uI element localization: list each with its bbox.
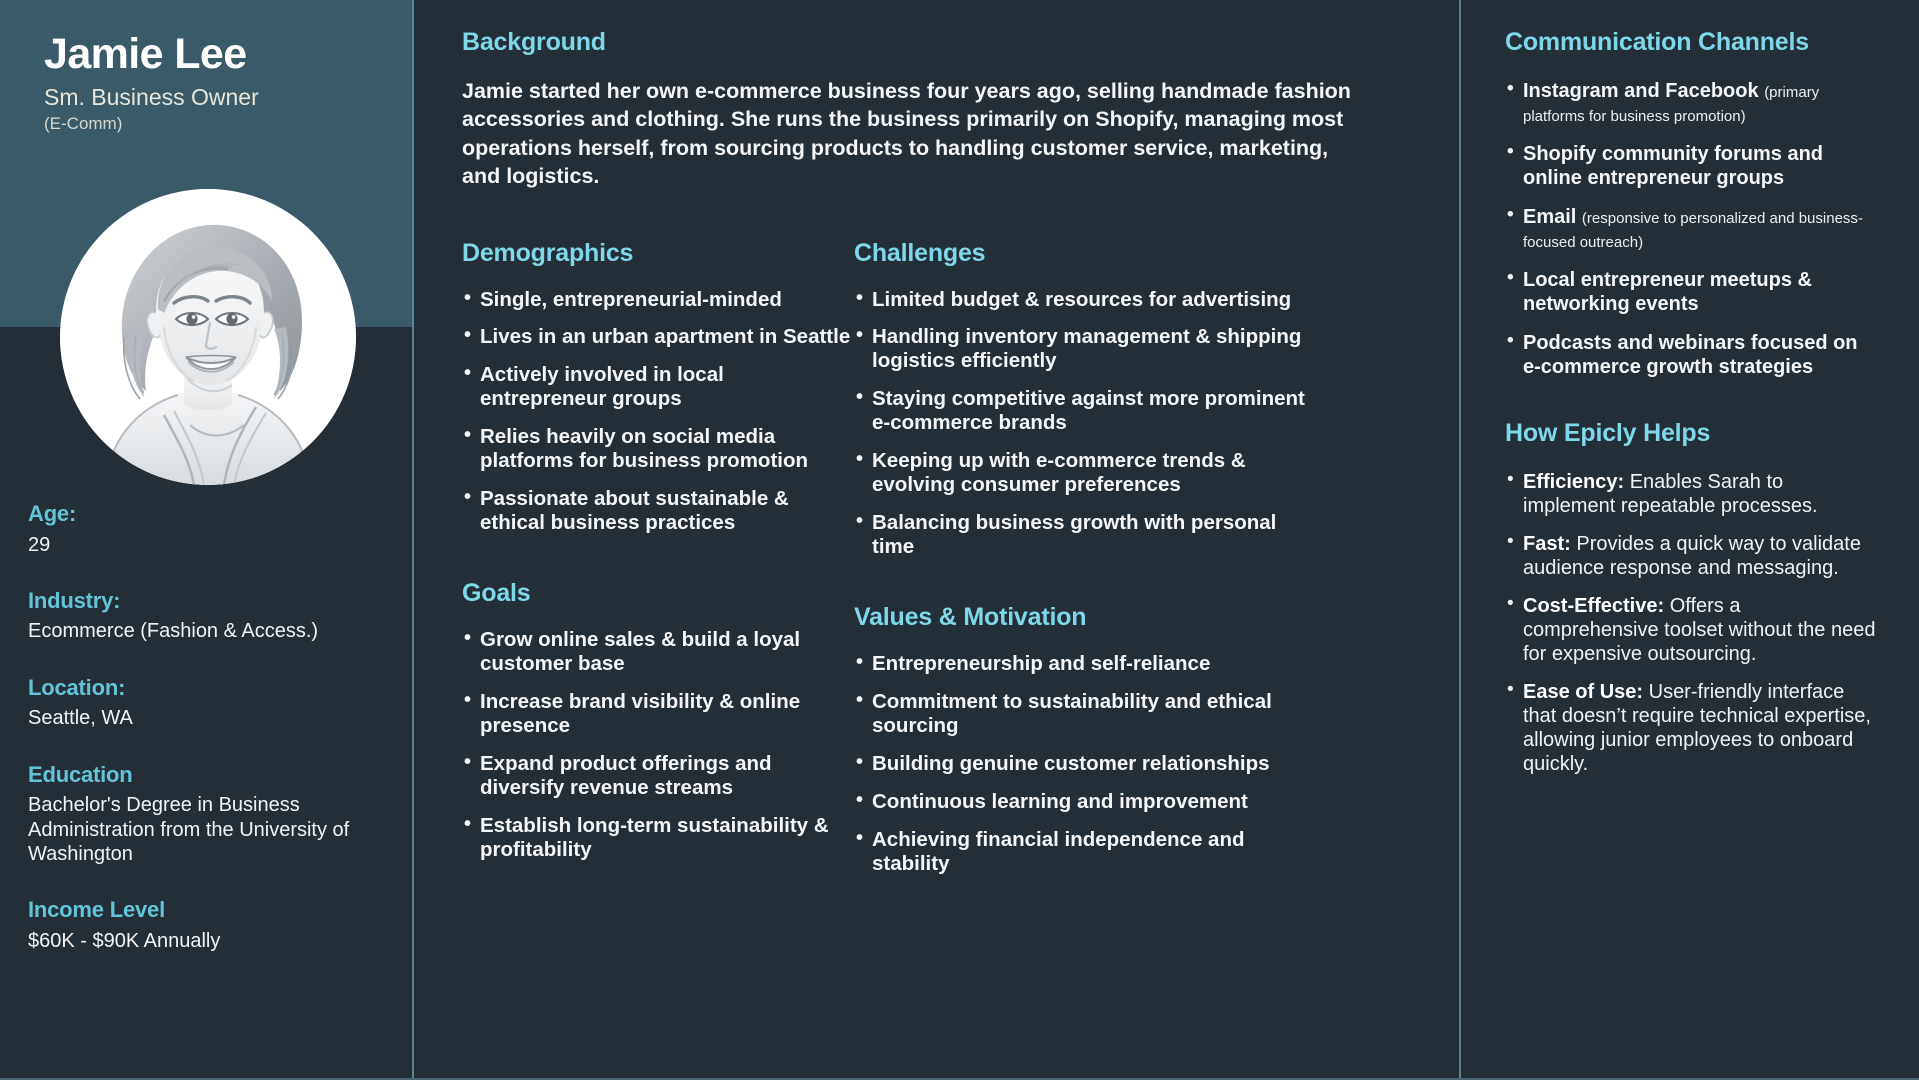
- avatar: [60, 189, 356, 485]
- list-item: [1505, 79, 1879, 127]
- center-column: [414, 0, 1461, 1080]
- section-title-goals: Goals: [462, 579, 531, 608]
- spacer: [462, 535, 854, 579]
- help-lead: Ease of Use:: [1523, 681, 1644, 703]
- list-item: [1505, 594, 1879, 666]
- spacer: [854, 559, 1309, 603]
- help-text: Enables Sarah to implement repeatable processes.: [1523, 471, 1818, 517]
- field-value: $60K - $90K Annually: [28, 929, 221, 952]
- background-paragraph: Jamie started her own e-commerce business four years ago, selling handmade fashion accessories and clothing. She runs the business primarily on Shopify, managing most operations herself, from sourcing products to handling customer service, marketing, and logistics.: [462, 79, 1351, 189]
- persona-fields: [28, 500, 384, 953]
- list-item: [1505, 532, 1879, 580]
- section-title-values-motivation: Values & Motivation: [854, 603, 1087, 632]
- help-text: User-friendly interface that doesn’t require technical expertise, allowing junior employees to onboard quickly.: [1523, 681, 1871, 775]
- field-label: Location:: [28, 674, 126, 700]
- section-title-how-epicly-helps: How Epicly Helps: [1505, 419, 1711, 447]
- list-item: • Establish long-term sustainability & profitability: [462, 814, 854, 862]
- field-education: [28, 761, 384, 867]
- help-text: Offers a comprehensive toolset without the need for expensive outsourcing.: [1523, 595, 1876, 665]
- list-item: • Passionate about sustainable & ethical business practices: [462, 487, 854, 535]
- channel-main: Instagram and Facebook: [1523, 80, 1759, 102]
- help-lead: Cost-Effective:: [1523, 595, 1665, 617]
- list-item: • Single, entrepreneurial-minded: [462, 288, 854, 312]
- field-location: [28, 674, 384, 731]
- channel-note: (responsive to personalized and business-focused outreach): [1523, 210, 1863, 251]
- field-value: Bachelor's Degree in Business Administration from the University of Washington: [28, 794, 350, 865]
- list-item: • Lives in an urban apartment in Seattle: [462, 325, 854, 349]
- list-item: • Increase brand visibility & online presence: [462, 690, 854, 738]
- field-label: Age:: [28, 501, 77, 526]
- channel-main: Podcasts and webinars focused on e-commerce growth strategies: [1523, 332, 1858, 378]
- help-lead: Efficiency:: [1523, 471, 1625, 493]
- section-title-communication-channels: Communication Channels: [1505, 28, 1809, 56]
- section-title-background: Background: [462, 28, 606, 56]
- field-label: Industry:: [28, 587, 121, 613]
- persona-role-subtitle: (E-Comm): [44, 114, 123, 134]
- portrait-sketch-icon: [60, 189, 356, 485]
- field-label: Income Level: [28, 897, 165, 923]
- list-item: • Relies heavily on social media platforms for business promotion: [462, 425, 854, 473]
- list-item: • Expand product offerings and diversify revenue streams: [462, 752, 854, 800]
- list-item: [1505, 205, 1879, 253]
- field-label: Education: [28, 761, 133, 787]
- list-item: • Handling inventory management & shipping logistics efficiently: [854, 325, 1309, 373]
- list-item: • Commitment to sustainability and ethical sourcing: [854, 690, 1309, 738]
- list-item: [1505, 680, 1879, 776]
- center-column-left: [462, 239, 854, 877]
- help-lead: Fast:: [1523, 533, 1571, 555]
- section-title-demographics: Demographics: [462, 238, 634, 267]
- channel-main: Email: [1523, 206, 1577, 228]
- list-item: [1505, 268, 1879, 316]
- list-item: • Balancing business growth with personal time: [854, 511, 1309, 559]
- right-column: [1461, 0, 1919, 1080]
- list-item: • Entrepreneurship and self-reliance: [854, 652, 1309, 676]
- list-item: • Limited budget & resources for advertising: [854, 288, 1309, 312]
- demographics-list: [462, 288, 854, 536]
- center-grid: [462, 239, 1411, 877]
- center-column-right: [854, 239, 1309, 877]
- field-income-level: [28, 896, 384, 953]
- list-item: • Grow online sales & build a loyal customer base: [462, 628, 854, 676]
- how-epicly-helps-list: [1505, 470, 1879, 776]
- field-value: Ecommerce (Fashion & Access.): [28, 620, 319, 643]
- persona-role: Sm. Business Owner: [44, 83, 259, 110]
- list-item: [1505, 331, 1879, 379]
- list-item: • Building genuine customer relationships: [854, 752, 1309, 776]
- field-industry: [28, 587, 384, 644]
- field-age: [28, 500, 384, 557]
- list-item: • Achieving financial independence and stability: [854, 828, 1309, 876]
- list-item: • Staying competitive against more prominent e-commerce brands: [854, 387, 1309, 435]
- field-value: 29: [28, 533, 51, 556]
- list-item: • Keeping up with e-commerce trends & evolving consumer preferences: [854, 449, 1309, 497]
- list-item: [1505, 142, 1879, 190]
- list-item: • Actively involved in local entrepreneur groups: [462, 363, 854, 411]
- help-text: Provides a quick way to validate audience response and messaging.: [1523, 533, 1861, 579]
- challenges-list: [854, 288, 1309, 560]
- field-value: Seattle, WA: [28, 707, 133, 730]
- persona-name: Jamie Lee: [44, 30, 247, 78]
- goals-list: [462, 628, 854, 862]
- channel-note: (primary platforms for business promotion): [1523, 84, 1820, 125]
- list-item: [1505, 470, 1879, 518]
- persona-identity: [44, 32, 384, 135]
- communication-channels-list: [1505, 79, 1879, 379]
- persona-sidebar: [0, 0, 414, 1080]
- channel-main: Local entrepreneur meetups & networking events: [1523, 269, 1812, 315]
- channel-main: Shopify community forums and online entrepreneur groups: [1523, 143, 1824, 189]
- section-title-challenges: Challenges: [854, 238, 986, 267]
- values-list: [854, 652, 1309, 876]
- list-item: • Continuous learning and improvement: [854, 790, 1309, 814]
